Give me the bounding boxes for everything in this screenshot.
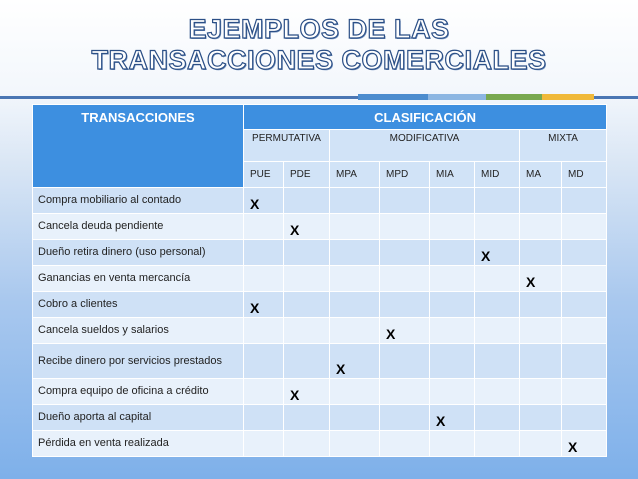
classification-cell [380, 292, 430, 318]
slide-title [0, 14, 638, 76]
classification-cell [244, 240, 284, 266]
classification-cell [330, 266, 380, 292]
classification-mark: X [386, 326, 396, 342]
code-header: MPA [330, 162, 380, 188]
classification-cell [380, 214, 430, 240]
classification-mark: X [336, 361, 346, 377]
code-header: MIA [430, 162, 475, 188]
table-row [33, 292, 607, 318]
classification-cell [244, 214, 284, 240]
classification-cell [284, 292, 330, 318]
classification-cell [562, 266, 607, 292]
transaction-label: Pérdida en venta realizada [33, 431, 244, 457]
classification-cell [244, 405, 284, 431]
header-classification: CLASIFICACIÓN [244, 105, 607, 130]
table-row [33, 344, 607, 379]
classification-mark: X [250, 196, 260, 212]
classification-cell [562, 188, 607, 214]
divider-accent-green [486, 94, 542, 100]
classification-mark: X [436, 413, 446, 429]
classification-cell [430, 431, 475, 457]
classification-cell [380, 318, 430, 344]
classification-mark: X [481, 248, 491, 264]
title-line-1: EJEMPLOS DE LAS [188, 14, 450, 44]
code-header: MA [520, 162, 562, 188]
classification-cell [520, 240, 562, 266]
classification-cell [284, 214, 330, 240]
classification-cell [380, 240, 430, 266]
classification-cell [520, 188, 562, 214]
classification-cell [430, 214, 475, 240]
table-row [33, 318, 607, 344]
classification-cell [475, 379, 520, 405]
classification-cell [475, 266, 520, 292]
classification-cell [430, 344, 475, 379]
code-header: MPD [380, 162, 430, 188]
table-row [33, 431, 607, 457]
transaction-label: Compra mobiliario al contado [33, 188, 244, 214]
group-mixta: MIXTA [520, 130, 607, 162]
classification-cell [330, 318, 380, 344]
classification-cell [330, 405, 380, 431]
classification-cell [562, 318, 607, 344]
classification-cell [562, 405, 607, 431]
classification-cell [430, 318, 475, 344]
classification-cell [284, 240, 330, 266]
transaction-label: Recibe dinero por servicios prestados [33, 344, 244, 379]
classification-cell [475, 344, 520, 379]
classification-cell [562, 344, 607, 379]
classification-cell [380, 431, 430, 457]
header-transactions: TRANSACCIONES [33, 105, 244, 188]
classification-cell [475, 318, 520, 344]
classification-cell [475, 405, 520, 431]
classification-cell [284, 405, 330, 431]
transaction-label: Ganancias en venta mercancía [33, 266, 244, 292]
transaction-label: Dueño retira dinero (uso personal) [33, 240, 244, 266]
classification-cell [520, 431, 562, 457]
table-row [33, 240, 607, 266]
classification-cell [562, 379, 607, 405]
classification-cell [475, 214, 520, 240]
classification-cell [430, 379, 475, 405]
classification-cell [562, 292, 607, 318]
classification-cell [244, 266, 284, 292]
group-permutativa: PERMUTATIVA [244, 130, 330, 162]
table-row [33, 405, 607, 431]
classification-cell [330, 431, 380, 457]
classification-cell [475, 431, 520, 457]
classification-cell [430, 266, 475, 292]
classification-cell [330, 344, 380, 379]
classification-cell [330, 379, 380, 405]
classification-cell [244, 431, 284, 457]
classification-cell [562, 214, 607, 240]
classification-cell [284, 266, 330, 292]
transaction-label: Cancela deuda pendiente [33, 214, 244, 240]
classification-cell [330, 188, 380, 214]
classification-cell [244, 292, 284, 318]
classification-cell [330, 240, 380, 266]
table-row [33, 214, 607, 240]
code-header: PUE [244, 162, 284, 188]
classification-cell [244, 379, 284, 405]
code-header: MD [562, 162, 607, 188]
classification-cell [520, 292, 562, 318]
transaction-label: Dueño aporta al capital [33, 405, 244, 431]
classification-mark: X [290, 222, 300, 238]
classification-cell [244, 344, 284, 379]
classification-cell [380, 188, 430, 214]
classification-cell [430, 405, 475, 431]
transaction-label: Cancela sueldos y salarios [33, 318, 244, 344]
classification-cell [520, 344, 562, 379]
classification-mark: X [568, 439, 578, 455]
classification-cell [284, 188, 330, 214]
classification-cell [430, 240, 475, 266]
table-body [33, 188, 607, 457]
classification-cell [380, 405, 430, 431]
transaction-label: Compra equipo de oficina a crédito [33, 379, 244, 405]
classification-cell [244, 318, 284, 344]
classification-cell [330, 292, 380, 318]
classification-cell [284, 318, 330, 344]
classification-cell [520, 318, 562, 344]
classification-cell [520, 379, 562, 405]
classification-mark: X [290, 387, 300, 403]
table-row [33, 379, 607, 405]
table-row [33, 188, 607, 214]
code-header: PDE [284, 162, 330, 188]
classification-cell [244, 188, 284, 214]
table-row [33, 266, 607, 292]
classification-cell [430, 188, 475, 214]
classification-cell [380, 379, 430, 405]
classification-cell [520, 214, 562, 240]
group-modificativa: MODIFICATIVA [330, 130, 520, 162]
classification-cell [284, 379, 330, 405]
divider-accent-yellow [542, 94, 594, 100]
classification-cell [284, 431, 330, 457]
title-line-2: TRANSACCIONES COMERCIALES [91, 45, 547, 75]
classification-cell [475, 188, 520, 214]
classification-cell [562, 431, 607, 457]
code-header: MID [475, 162, 520, 188]
classification-cell [380, 344, 430, 379]
classification-cell [562, 240, 607, 266]
classification-cell [430, 292, 475, 318]
classification-cell [520, 266, 562, 292]
divider-accent-lightblue [428, 94, 486, 100]
transactions-table [32, 104, 607, 457]
classification-cell [520, 405, 562, 431]
classification-mark: X [250, 300, 260, 316]
classification-cell [475, 240, 520, 266]
transaction-label: Cobro a clientes [33, 292, 244, 318]
classification-mark: X [526, 274, 536, 290]
classification-cell [380, 266, 430, 292]
divider-accent-blue [358, 94, 428, 100]
classification-cell [284, 344, 330, 379]
classification-cell [330, 214, 380, 240]
classification-cell [475, 292, 520, 318]
